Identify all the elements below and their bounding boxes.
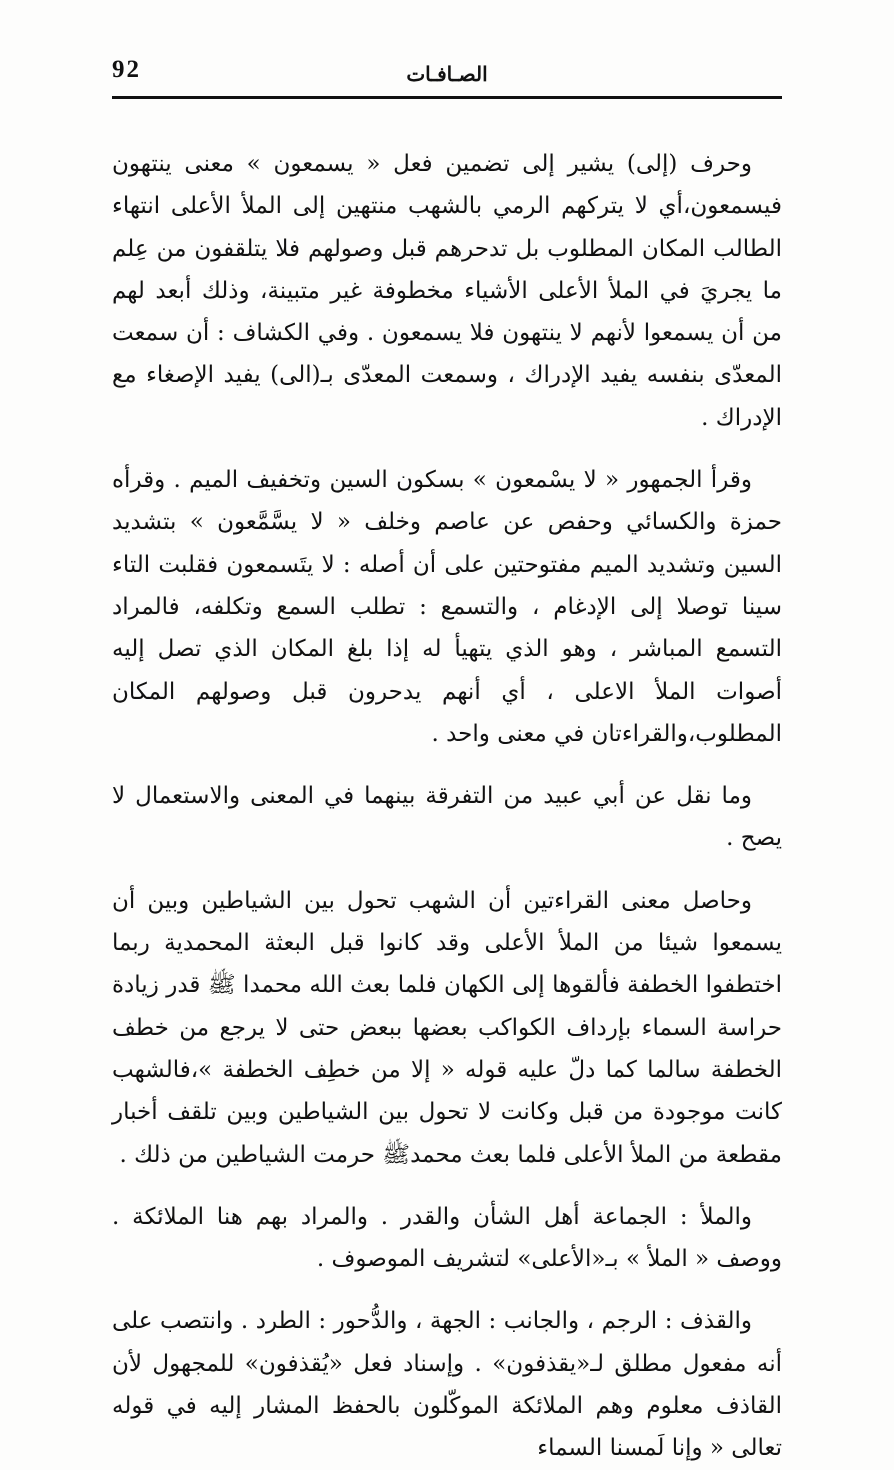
running-title: الصـافـات <box>406 62 488 86</box>
paragraph: والقذف : الرجم ، والجانب : الجهة ، والدُّحور : الطرد . وانتصب على أنه مفعول مطلق لـ«يقذفون» . وإسناد فعل «يُقذفون» للمجهول لأن القاذف معلوم وهم الملائكة الموكّلون بالحفظ المشار إليه في قوله تعالى « وإنا لَمسنا السماء <box>112 1308 782 1462</box>
page-header <box>112 52 782 100</box>
page-number: 92 <box>112 56 141 83</box>
paragraph: والملأ : الجماعة أهل الشأن والقدر . والمراد بهم هنا الملائكة . ووصف « الملأ » بـ«الأعلى» لتشريف الموصوف . <box>112 1203 782 1273</box>
paragraph: وما نقل عن أبي عبيد من التفرقة بينهما في المعنى والاستعمال لا يصح . <box>112 783 782 852</box>
body-text <box>112 143 782 1470</box>
paragraph: وقرأ الجمهور « لا يسْمعون » بسكون السين وتخفيف الميم . وقرأه حمزة والكسائي وحفص عن عاصم وخلف « لا يسَّمَّعون » بتشديد السين وتشديد الميم مفتوحتين على أن أصله : لا يتَسمعون فقلبت التاء سينا توصلا إلى الإدغام ، والتسمع : تطلب السمع وتكلفه، فالمراد التسمع المباشر ، وهو الذي يتهيأ له إذا بلغ المكان الذي تصل إليه أصوات الملأ الاعلى ، أي أنهم يدحرون قبل وصولهم المكان المطلوب،والقراءتان في معنى واحد . <box>112 467 782 747</box>
header-rule <box>112 96 782 99</box>
paragraph: وحرف (إلى) يشير إلى تضمين فعل « يسمعون » معنى ينتهون فيسمعون،أي لا يتركهم الرمي بالشهب منتهين إلى الملأ الأعلى انتهاء الطالب المكان المطلوب بل تدحرهم قبل وصولهم فلا يتلقفون من عِلم ما يجريَ في الملأ الأعلى الأشياء مخطوفة غير متبينة، وذلك أبعد لهم من أن يسمعوا لأنهم لا ينتهون فلا يسمعون . وفي الكشاف : أن سمعت المعدّى بنفسه يفيد الإدراك ، وسمعت المعدّى بـ(الى) يفيد الإصغاء مع الإدراك . <box>112 151 782 431</box>
paragraph: وحاصل معنى القراءتين أن الشهب تحول بين الشياطين وبين أن يسمعوا شيئا من الملأ الأعلى وقد كانوا قبل البعثة المحمدية ربما اختطفوا الخطفة فألقوها إلى الكهان فلما بعث الله محمدا ﷺ قدر زيادة حراسة السماء بإرداف الكواكب بعضها ببعض حتى لا يرجع من خطف الخطفة سالما كما دلّ عليه قوله « إلا من خطِف الخطفة »،فالشهب كانت موجودة من قبل وكانت لا تحول بين الشياطين وبين تلقف أخبار مقطعة من الملأ الأعلى فلما بعث محمدﷺ حرمت الشياطين من ذلك . <box>112 887 783 1168</box>
